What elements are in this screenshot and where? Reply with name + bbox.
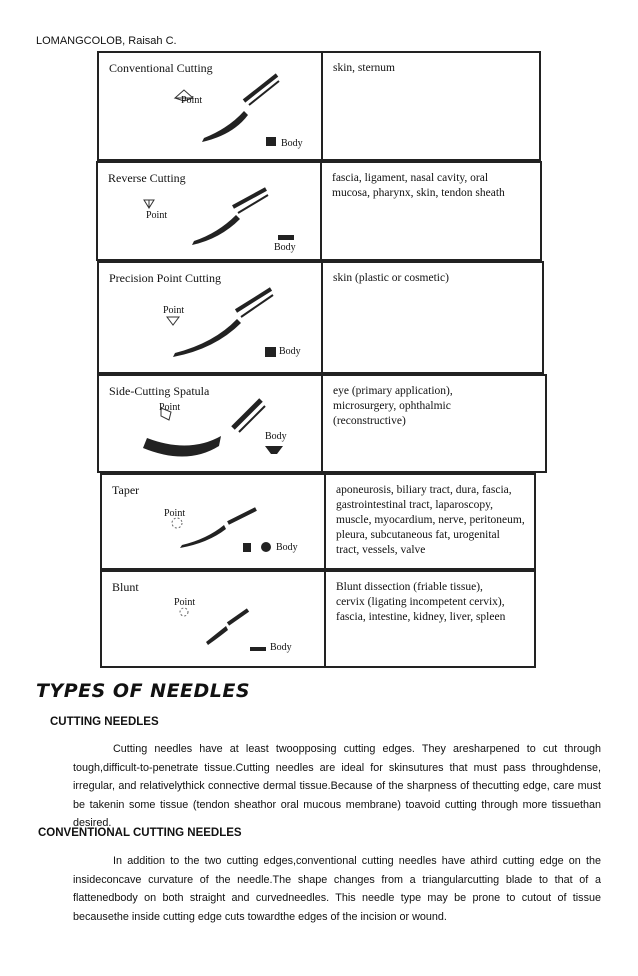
table-row	[97, 261, 544, 374]
needle-uses-cell	[323, 263, 542, 372]
needle-uses: Blunt dissection (friable tissue), cervix (ligating incompetent cervix), fascia, intestine, kidney, liver, spleen	[336, 581, 506, 623]
body-label: Body	[270, 642, 292, 653]
needle-diagram-cell	[102, 475, 326, 568]
needle-uses-cell	[322, 163, 540, 259]
cutting-needles-title: CUTTING NEEDLES	[50, 716, 159, 728]
needle-diagram-cell	[102, 572, 326, 666]
side-cutting-spatula-illustration	[99, 376, 321, 471]
section-title: TYPES OF NEEDLES	[36, 680, 251, 702]
needle-uses-cell	[323, 376, 545, 471]
needle-uses-cell	[326, 572, 534, 666]
needle-name: Side-Cutting Spatula	[109, 384, 210, 398]
body-label: Body	[274, 242, 296, 253]
needle-uses-cell	[323, 53, 539, 159]
needle-diagram-cell	[99, 376, 323, 471]
point-label: Point	[163, 305, 185, 316]
table-row	[100, 570, 536, 668]
needle-name: Taper	[112, 483, 140, 497]
needle-name: Blunt	[112, 580, 139, 594]
needle-diagram-cell	[99, 263, 323, 372]
needle-name: Conventional Cutting	[109, 61, 213, 75]
needle-uses-cell	[326, 475, 534, 568]
needle-name: Precision Point Cutting	[109, 271, 222, 285]
author-name: LOMANGCOLOB, Raisah C.	[36, 35, 177, 47]
table-row	[97, 374, 547, 473]
body-label: Body	[279, 346, 301, 357]
body-label: Body	[276, 542, 298, 553]
body-label: Body	[265, 431, 287, 442]
cutting-needles-paragraph: Cutting needles have at least twoopposing cutting edges. They aresharpened to cut through tough,difficult-to-penetrate tissue.Cutting needles are ideal for skinsutures that must pass throughdense, irregular, and relativelythick connective dermal tissue.Because of the sharpness of thecutting edge, care must be takenin some tissue (tendon sheathor oral mucous membrane) toavoid cutting through more tissuethan desired.	[73, 743, 601, 829]
taper-illustration	[102, 475, 324, 568]
needle-uses: fascia, ligament, nasal cavity, oral mucosa, pharynx, skin, tendon sheath	[332, 172, 505, 199]
conventional-cutting-title: CONVENTIONAL CUTTING NEEDLES	[38, 827, 242, 839]
point-label: Point	[164, 508, 186, 519]
needle-diagram-cell	[99, 53, 323, 159]
needle-uses: aponeurosis, biliary tract, dura, fascia, gastrointestinal tract, laparoscopy, muscle, myocardium, nerve, peritoneum, pleura, subcutaneous fat, urogenital tract, vessels, valve	[336, 484, 525, 556]
conventional-cutting-paragraph: In addition to the two cutting edges,conventional cutting needles have athird cutting edge on the insideconcave curvature of the needle.The shape changes from a triangularcutting blade to that of a flattenedbody on both straight and curvedneedles. This needle type may be prone to cutout of tissue becausethe inside cutting edge cuts towardthe edges of the incision or wound.	[73, 855, 601, 923]
needle-name: Reverse Cutting	[108, 171, 186, 185]
needle-uses: eye (primary application), microsurgery, ophthalmic (reconstructive)	[333, 385, 453, 427]
table-row	[100, 473, 536, 570]
point-label: Point	[174, 597, 196, 608]
needle-uses: skin, sternum	[333, 62, 395, 74]
needle-uses: skin (plastic or cosmetic)	[333, 272, 449, 284]
table-row	[96, 161, 542, 261]
body-label: Body	[281, 138, 303, 149]
needle-diagram-cell	[98, 163, 322, 259]
point-label: Point	[181, 95, 203, 106]
point-label: Point	[159, 402, 181, 413]
table-row	[97, 51, 541, 161]
point-label: Point	[146, 210, 168, 221]
